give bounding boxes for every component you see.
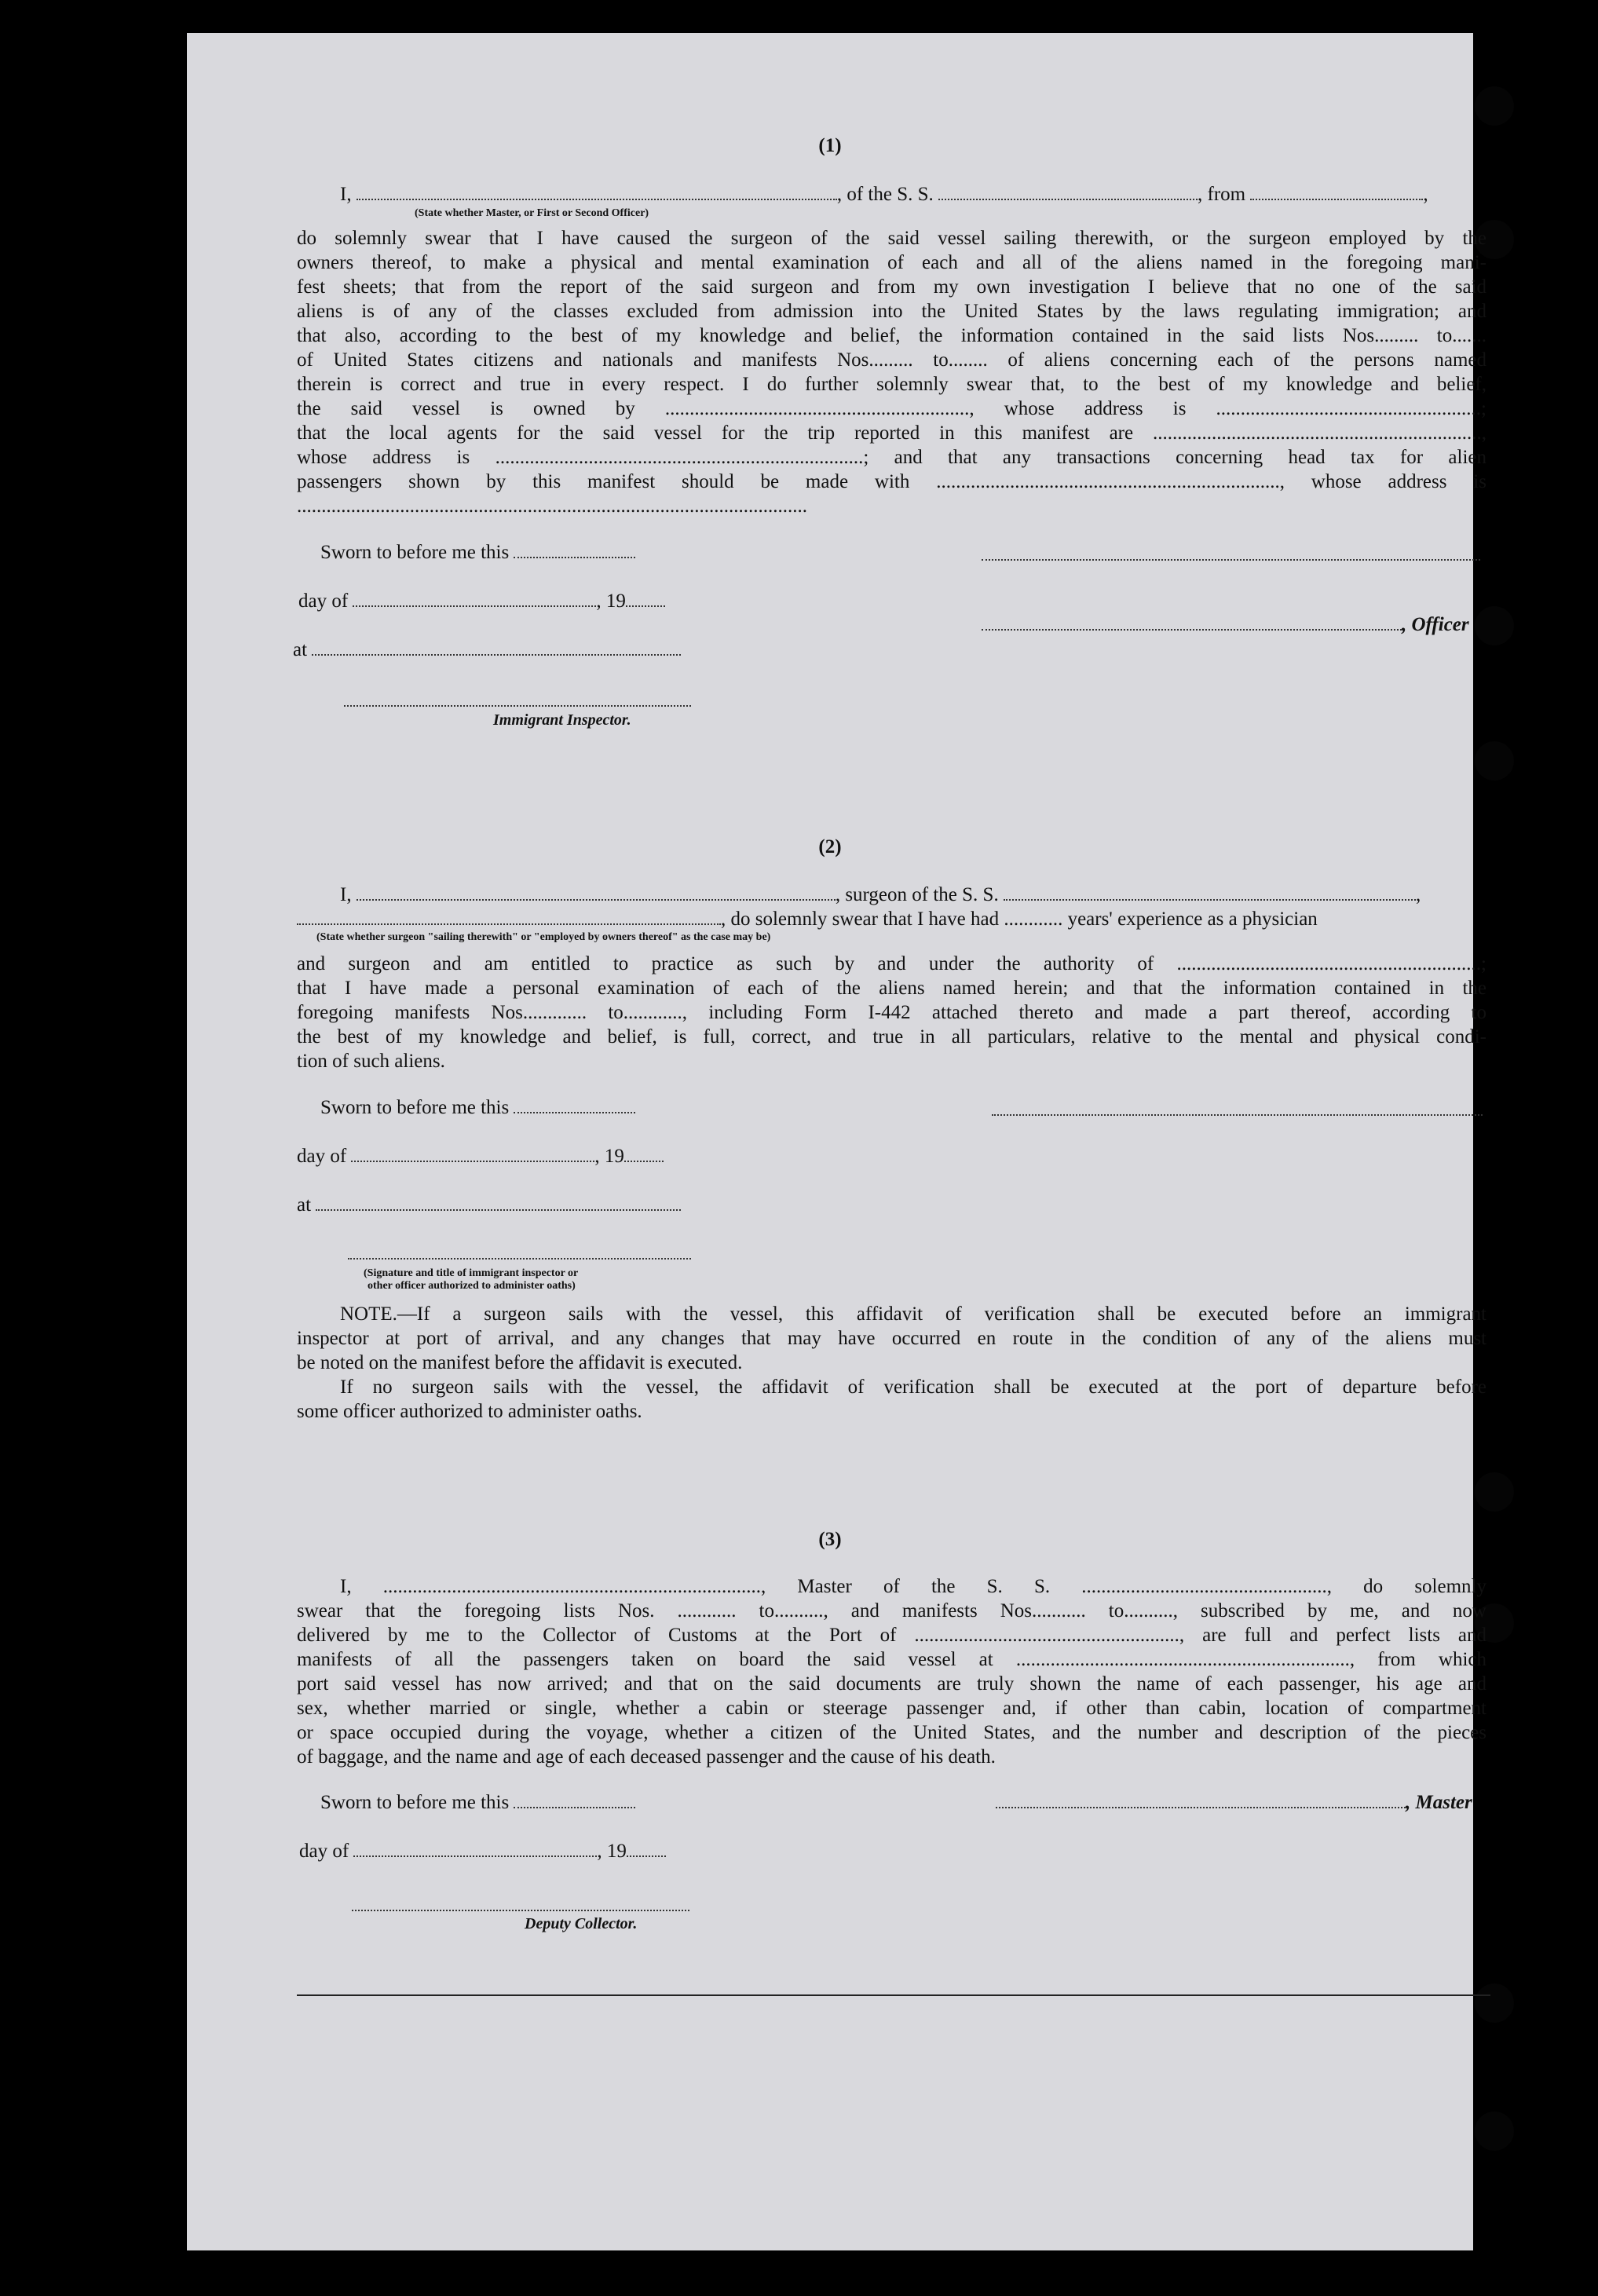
day-of-line xyxy=(298,590,665,612)
section-1-body xyxy=(297,226,1486,518)
body-line: ........................................................................................................ xyxy=(297,495,807,517)
form-page xyxy=(187,33,1486,2250)
body-line: owners thereof, to make a physical and mental examination of each and all of the aliens named in the foregoing mani- xyxy=(297,252,1486,273)
at-line xyxy=(293,639,681,661)
at-line xyxy=(297,1194,681,1216)
deputy-collector-label: Deputy Collector. xyxy=(525,1915,638,1932)
day-of-label: day of xyxy=(299,1841,349,1862)
year-blank xyxy=(626,591,665,607)
day-of-line xyxy=(297,1146,664,1168)
body-line: therein is correct and true in every respect. I do further solemnly swear that, to the best of my knowledge and belief, xyxy=(297,374,1486,395)
at-label: at xyxy=(293,639,308,660)
place-blank xyxy=(316,1195,681,1211)
day-of-label: day of xyxy=(298,590,349,612)
sworn-blank xyxy=(514,1793,635,1808)
sworn-blank xyxy=(514,543,635,558)
day-of-label: day of xyxy=(297,1146,347,1167)
body-line: of baggage, and the name and age of each deceased passenger and the cause of his death. xyxy=(297,1746,996,1768)
officer-rank-blank xyxy=(357,185,837,200)
surgeon-name-blank xyxy=(357,885,836,901)
body-line: port said vessel has now arrived; and that on the said documents are truly shown the name of each passenger, his age and xyxy=(297,1673,1486,1695)
section-2-i: I, xyxy=(340,884,352,905)
punch-hole xyxy=(1475,2111,1514,2151)
day-blank xyxy=(353,591,596,607)
surgeon-signature-blank xyxy=(992,1114,1483,1116)
punch-hole xyxy=(1475,741,1514,781)
section-3-body xyxy=(297,1574,1486,1769)
collector-signature-blank xyxy=(352,1910,689,1911)
note-paragraph xyxy=(297,1302,1486,1424)
section-2-number: (2) xyxy=(818,836,842,857)
sworn-label: Sworn to before me this xyxy=(320,542,510,563)
signature-caption-line-1: (Signature and title of immigrant inspector or xyxy=(364,1267,579,1279)
from-label: , from xyxy=(1198,184,1246,205)
body-line: passengers shown by this manifest should be made with ......................................................................, whose address is xyxy=(297,471,1486,492)
note-line: be noted on the manifest before the affidavit is executed. xyxy=(297,1352,743,1373)
surgeon-status-blank xyxy=(297,909,721,925)
body-line: sex, whether married or single, whether a cabin or steerage passenger and, if other than cabin, location of compartment xyxy=(297,1698,1486,1719)
signature-caption-line-2: other officer authorized to administer oaths) xyxy=(368,1280,576,1292)
year-label: , 19 xyxy=(596,590,626,612)
vessel-label: , of the S. S. xyxy=(836,184,934,205)
year-label: , 19 xyxy=(597,1841,627,1862)
day-blank xyxy=(351,1146,594,1162)
note-line: If no surgeon sails with the vessel, the affidavit of verification shall be executed at the port of departure before xyxy=(340,1377,1486,1398)
immigrant-inspector-label: Immigrant Inspector. xyxy=(493,711,631,729)
bottom-rule xyxy=(297,1994,1490,1996)
sworn-label: Sworn to before me this xyxy=(320,1097,510,1118)
body-line: of United States citizens and nationals and manifests Nos......... to........ of aliens concerning each of the persons named xyxy=(297,349,1486,371)
punch-hole xyxy=(1475,1983,1514,2023)
body-line: and surgeon and am entitled to practice as such by and under the authority of ..............................................................; xyxy=(297,953,1486,974)
section-2-caption: (State whether surgeon "sailing therewith" or "employed by owners thereof" as the case may be) xyxy=(316,931,771,943)
body-line: delivered by me to the Collector of Customs at the Port of ......................................................, are full and perfect lists and xyxy=(297,1625,1486,1646)
note-line: inspector at port of arrival, and any changes that may have occurred en route in the condition of any of the aliens must xyxy=(297,1328,1486,1349)
body-line: swear that the foregoing lists Nos. ............ to.........., and manifests Nos........... to.........., subscribed by me, and now xyxy=(297,1600,1486,1621)
note-line: some officer authorized to administer oaths. xyxy=(297,1401,642,1422)
departure-port-blank xyxy=(1250,185,1423,200)
body-line: that also, according to the best of my knowledge and belief, the information contained in the said lists Nos......... to....... xyxy=(297,325,1486,346)
body-line: foregoing manifests Nos............. to............, including Form I-442 attached thereto and made a part thereof, according to xyxy=(297,1002,1486,1023)
body-line: that the local agents for the said vessel for the trip reported in this manifest are ..................................................................., xyxy=(297,422,1486,444)
sworn-line xyxy=(320,1097,635,1119)
sworn-line xyxy=(320,542,635,564)
body-line: that I have made a personal examination of each of the aliens named herein; and that the information contained in the xyxy=(297,978,1486,999)
body-line: tion of such aliens. xyxy=(297,1051,445,1072)
year-blank xyxy=(624,1146,664,1162)
year-label: , 19 xyxy=(594,1146,624,1167)
inspector-signature-blank xyxy=(348,1258,691,1260)
body-line: or space occupied during the voyage, whether a citizen of the United States, and the number and description of the pieces xyxy=(297,1722,1486,1743)
punch-hole xyxy=(1475,1472,1514,1512)
at-label: at xyxy=(297,1194,312,1216)
vessel-name-blank xyxy=(938,185,1198,200)
section-1-i: I, xyxy=(340,184,352,205)
place-blank xyxy=(312,640,681,656)
inspector-signature-blank xyxy=(344,705,691,707)
sworn-line xyxy=(320,1792,635,1814)
punch-hole xyxy=(1475,86,1514,126)
officer-signature-blank xyxy=(982,615,1402,631)
note-line: NOTE.—If a surgeon sails with the vessel, this affidavit of verification shall be executed before an immigrant xyxy=(340,1303,1486,1325)
day-of-line xyxy=(299,1841,666,1863)
sworn-label: Sworn to before me this xyxy=(320,1792,510,1813)
body-line: I, ............................................................................., Master of the S. S. .................................................., do solemnly xyxy=(340,1576,1486,1597)
vessel-name-blank xyxy=(1004,885,1416,901)
master-signature-blank xyxy=(996,1793,1406,1808)
surgeon-label: , surgeon of the S. S. xyxy=(835,884,999,905)
body-line: aliens is of any of the classes excluded from admission into the United States by the laws regulating immigration; and xyxy=(297,301,1486,322)
experience-text: , do solemnly swear that I have had ............ years' experience as a physician xyxy=(721,909,1318,930)
section-2-second-line xyxy=(297,907,1486,931)
body-line: fest sheets; that from the report of the said surgeon and from my own investigation I believe that no one of the said xyxy=(297,276,1486,298)
sworn-blank xyxy=(514,1098,635,1113)
section-2-opening-line: I, , surgeon of the S. S. , xyxy=(340,884,1421,905)
section-1-caption: (State whether Master, or First or Second Officer) xyxy=(415,207,649,219)
officer-signature-line xyxy=(982,614,1469,636)
officer-label: , Officer xyxy=(1402,614,1469,635)
section-3-number: (3) xyxy=(818,1529,842,1550)
section-1-opening-line: I, , of the S. S. , from , xyxy=(340,184,1428,205)
body-line: the best of my knowledge and belief, is full, correct, and true in all particulars, relative to the mental and physical condi- xyxy=(297,1026,1486,1047)
section-2-body xyxy=(297,952,1486,1073)
master-signature-line xyxy=(996,1792,1472,1814)
day-blank xyxy=(353,1841,597,1857)
year-blank xyxy=(627,1841,666,1857)
master-signature-blank xyxy=(982,559,1480,561)
body-line: the said vessel is owned by .............................................................., whose address is ......................................................; xyxy=(297,398,1486,419)
body-line: do solemnly swear that I have caused the surgeon of the said vessel sailing therewith, or the surgeon employed by the xyxy=(297,228,1486,249)
body-line: whose address is ...........................................................................; and that any transactions concerning head tax for alien xyxy=(297,447,1486,468)
body-line: manifests of all the passengers taken on board the said vessel at ...................................................................., from which xyxy=(297,1649,1486,1670)
master-label: , Master xyxy=(1406,1792,1472,1813)
punch-hole xyxy=(1475,606,1514,645)
section-1-number: (1) xyxy=(818,135,842,156)
